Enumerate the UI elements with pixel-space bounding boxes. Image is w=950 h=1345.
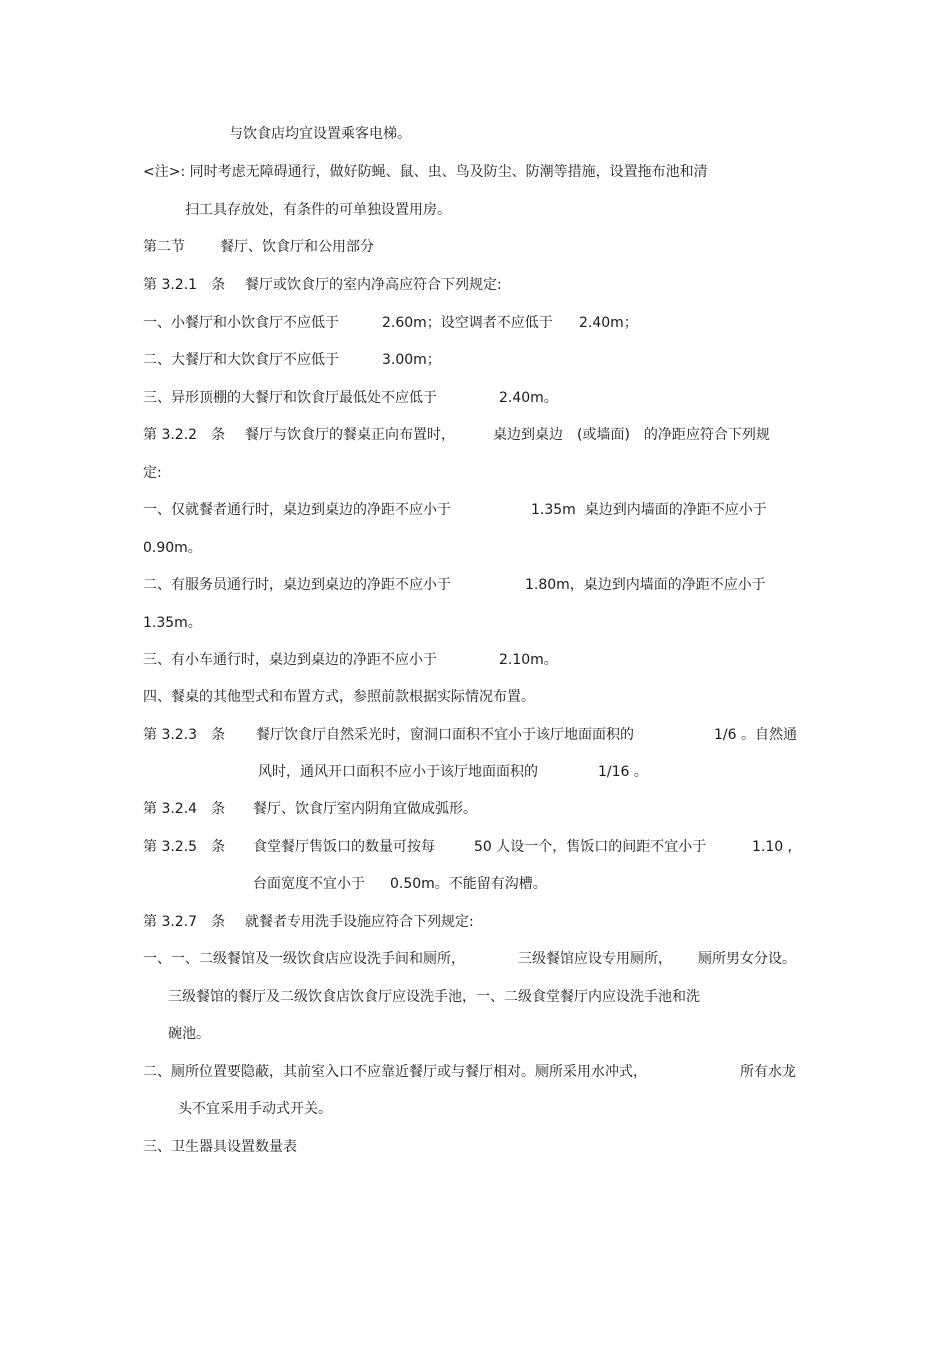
list-item-text: 二、有服务员通行时，桌边到桌边的净距不应小于 xyxy=(143,577,451,593)
clause-text: 就餐者专用洗手设施应符合下列规定: xyxy=(245,914,474,930)
clause-number: 第 3.2.4 条 xyxy=(143,801,226,817)
list-item-text: 一、一、二级餐馆及一级饮食店应设洗手间和厕所， xyxy=(143,951,465,967)
list-item: 三、卫生器具设置数量表 xyxy=(143,1139,297,1155)
clause-number: 第 3.2.2 条 xyxy=(143,427,226,443)
clause-line xyxy=(143,837,823,857)
list-item-value: 2.40m； xyxy=(579,315,638,331)
list-item-value: 1.35m 桌边到内墙面的净距不应小于 xyxy=(531,502,767,518)
clause-text: 桌边到桌边 (或墙面) 的净距应符合下列规 xyxy=(493,427,770,443)
clause-text: 风时，通风开口面积不应小于该厅地面面积的 xyxy=(258,764,538,780)
list-item-text: 一、仅就餐者通行时，桌边到桌边的净距不应小于 xyxy=(143,502,451,518)
list-item xyxy=(143,388,643,408)
clause-line xyxy=(143,725,823,745)
list-item-text: 二、大餐厅和大饮食厅不应低于 xyxy=(143,352,339,368)
list-item-text: 三、有小车通行时，桌边到桌边的净距不应小于 xyxy=(143,652,437,668)
list-item xyxy=(143,500,823,520)
text-line: 与饮食店均宜设置乘客电梯。 xyxy=(229,126,411,142)
list-item-value: 3.00m； xyxy=(382,352,441,368)
clause-line xyxy=(143,912,643,932)
clause-value: 0.50m。不能留有沟槽。 xyxy=(390,876,547,892)
clause-text: 50 人设一个，售饭口的间距不宜小于 xyxy=(474,839,707,855)
clause-number: 第 3.2.7 条 xyxy=(143,914,226,930)
list-item xyxy=(143,949,813,969)
clause-line-continued xyxy=(253,874,653,894)
clause-number: 第 3.2.5 条 xyxy=(143,839,226,855)
clause-number: 第 3.2.3 条 xyxy=(143,727,226,743)
list-item-text: 一、小餐厅和小饮食厅不应低于 xyxy=(143,315,339,331)
clause-line xyxy=(143,425,823,445)
list-item xyxy=(143,313,663,333)
list-item-text: 二、厕所位置要隐蔽，其前室入口不应靠近餐厅或与餐厅相对。厕所采用水冲式， xyxy=(143,1064,647,1080)
clause-text: 餐厅、饮食厅室内阴角宜做成弧形。 xyxy=(253,801,477,817)
list-item-continued: 头不宜采用手动式开关。 xyxy=(178,1101,332,1117)
list-item xyxy=(143,650,643,670)
clause-text: 餐厅与饮食厅的餐桌正向布置时， xyxy=(245,427,455,443)
clause-line xyxy=(143,275,643,295)
list-item-continued: 1.35m。 xyxy=(143,615,202,631)
list-item xyxy=(143,350,543,370)
section-heading xyxy=(143,237,543,257)
list-item-value: 2.60m；设空调者不应低于 xyxy=(382,315,553,331)
clause-value: 1/6 。自然通 xyxy=(714,727,797,743)
list-item-value: 2.40m。 xyxy=(499,390,558,406)
clause-line-continued xyxy=(258,762,658,782)
list-item-text: 所有水龙 xyxy=(740,1064,796,1080)
list-item: 四、餐桌的其他型式和布置方式，参照前款根据实际情况布置。 xyxy=(143,689,535,705)
clause-line-continued: 定: xyxy=(143,465,162,481)
section-title: 餐厅、饮食厅和公用部分 xyxy=(220,239,374,255)
clause-value: 1.10 , xyxy=(752,839,793,855)
clause-text: 餐厅饮食厅自然采光时，窗洞口面积不宜小于该厅地面面积的 xyxy=(256,727,634,743)
section-number: 第二节 xyxy=(143,239,185,255)
list-item-value: 2.10m。 xyxy=(499,652,558,668)
clause-number: 第 3.2.1 条 xyxy=(143,277,226,293)
list-item-continued: 0.90m。 xyxy=(143,540,202,556)
clause-text: 食堂餐厅售饭口的数量可按每 xyxy=(253,839,435,855)
list-item-text: 三级餐馆应设专用厕所， xyxy=(518,951,672,967)
clause-line xyxy=(143,799,643,819)
list-item xyxy=(143,1062,813,1082)
clause-text: 台面宽度不宜小于 xyxy=(253,876,365,892)
clause-value: 1/16 。 xyxy=(598,764,648,780)
list-item xyxy=(143,575,823,595)
list-item-text: 三、异形顶棚的大餐厅和饮食厅最低处不应低于 xyxy=(143,390,437,406)
note-line-continued: 扫工具存放处，有条件的可单独设置用房。 xyxy=(185,202,451,218)
list-item-continued: 碗池。 xyxy=(168,1026,210,1042)
clause-text: 餐厅或饮食厅的室内净高应符合下列规定: xyxy=(245,277,502,293)
list-item-text: 厕所男女分设。 xyxy=(698,951,796,967)
note-line: <注>: 同时考虑无障碍通行，做好防蝇、鼠、虫、鸟及防尘、防潮等措施，设置拖布池和清 xyxy=(143,164,708,180)
list-item-value: 1.80m，桌边到内墙面的净距不应小于 xyxy=(525,577,766,593)
list-item-continued: 三级餐馆的餐厅及二级饮食店饮食厅应设洗手池，一、二级食堂餐厅内应设洗手池和洗 xyxy=(168,989,700,1005)
